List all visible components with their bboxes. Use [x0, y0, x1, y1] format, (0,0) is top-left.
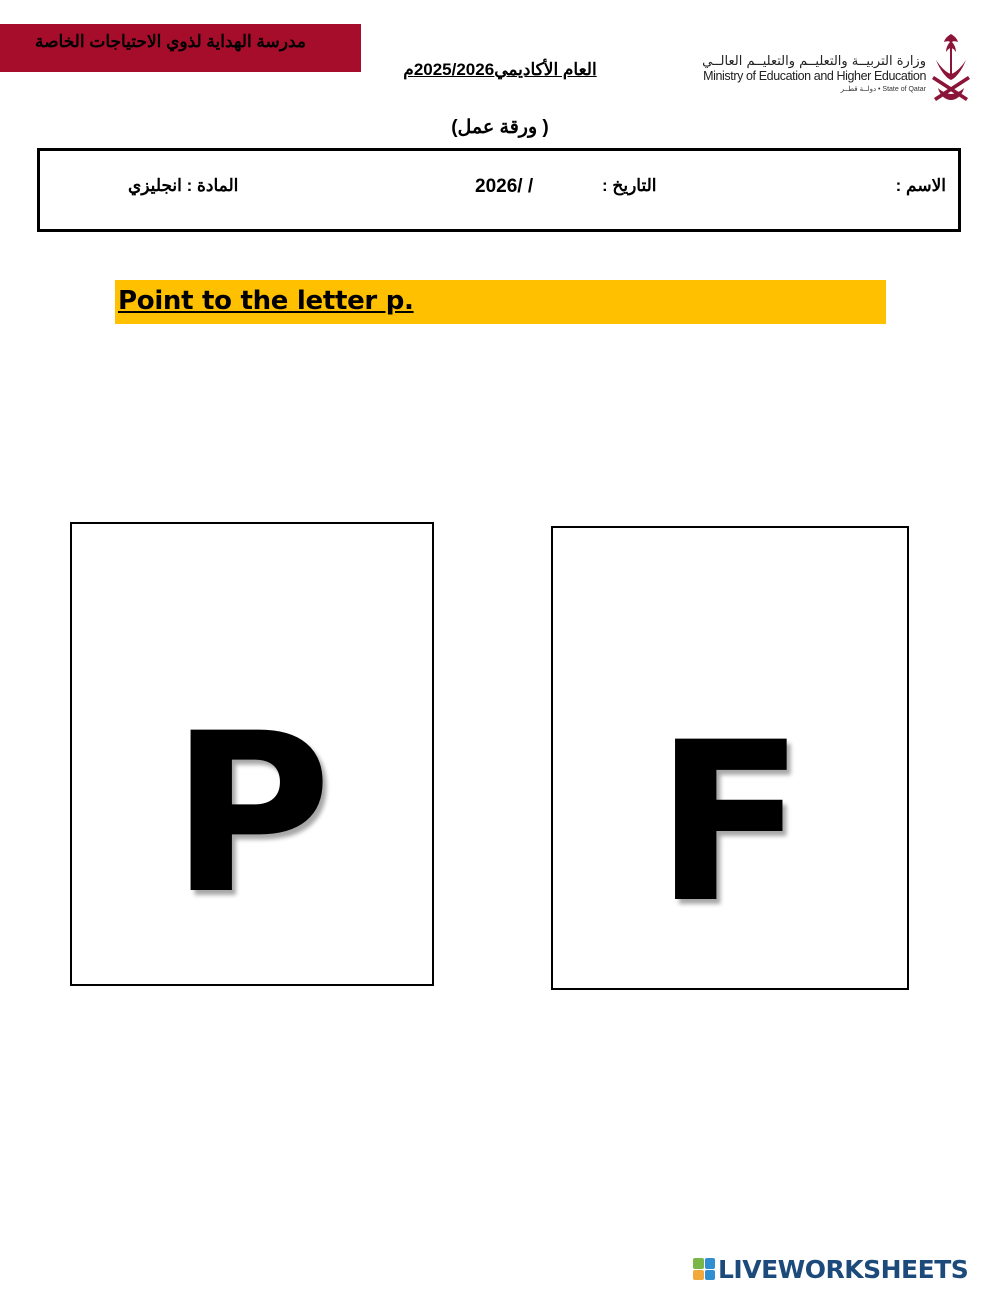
liveworksheets-brand: LIVEWORKSHEETS	[718, 1254, 969, 1284]
letter-card-f[interactable]	[551, 526, 909, 990]
letter-card-p[interactable]	[70, 522, 434, 986]
liveworksheets-icon	[693, 1258, 715, 1280]
worksheet-title: ( ورقة عمل)	[451, 117, 549, 138]
name-field-label: الاسم :	[895, 176, 946, 195]
state-of-qatar: State of Qatar • دولــة قطــر	[840, 86, 926, 93]
instruction-banner	[115, 280, 886, 324]
qatar-emblem-icon	[928, 30, 974, 110]
date-field-value: 2026/ /	[475, 176, 534, 197]
ministry-text-block	[702, 54, 926, 93]
ministry-name-arabic: وزارة التربيــة والتعليــم والتعليــم العالــي	[702, 54, 926, 69]
card-letter: P	[170, 686, 332, 942]
liveworksheets-logo	[693, 1255, 968, 1283]
ministry-logo	[702, 30, 980, 112]
student-info-box	[37, 148, 961, 232]
school-name-banner	[0, 24, 361, 72]
date-field-label: التاريخ :	[602, 176, 657, 195]
academic-year: العام الأكاديمي2025/2026م	[403, 60, 597, 79]
subject-field-label: المادة : انجليزي	[128, 176, 239, 195]
school-name: مدرسة الهداية لذوي الاحتياجات الخاصة	[34, 32, 306, 51]
card-letter: F	[654, 695, 806, 951]
instruction-text: Point to the letter p.	[118, 286, 414, 316]
ministry-name-english: Ministry of Education and Higher Education	[703, 69, 926, 83]
